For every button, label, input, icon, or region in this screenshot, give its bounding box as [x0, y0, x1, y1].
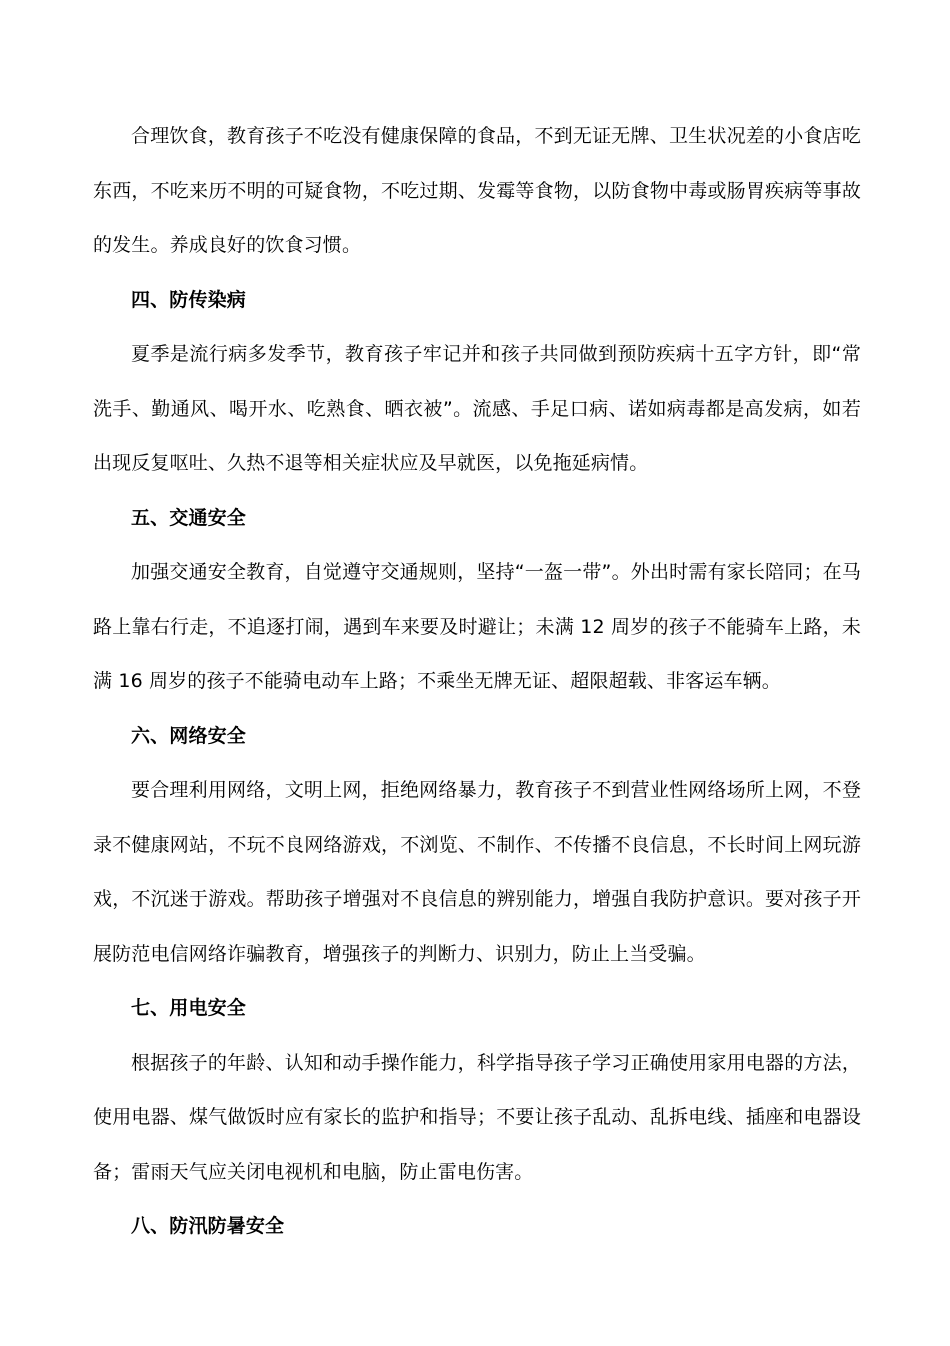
- heading-flood-heat-safety: 八、防汛防暑安全: [131, 1215, 285, 1237]
- heading-network-safety: 六、网络安全: [131, 724, 246, 747]
- paragraph-network-safety: 要合理利用网络，文明上网，拒绝网络暴力，教育孩子不到营业性网络场所上网，不登录不健康网站，不玩不良网络游戏，不浏览、不制作、不传播不良信息，不长时间上网玩游戏，不沉迷于游戏。帮助孩子增强对不良信息的辨别能力，增强自我防护意识。要对孩子开展防范电信网络诈骗教育，增强孩子的判断力、识别力，防止上当受骗。: [93, 779, 861, 965]
- paragraph-electrical-safety: 根据孩子的年龄、认知和动手操作能力，科学指导孩子学习正确使用家用电器的方法，使用电器、煤气做饭时应有家长的监护和指导；不要让孩子乱动、乱拆电线、插座和电器设备；雷雨天气应关闭电视机和电脑，防止雷电伤害。: [93, 1051, 861, 1183]
- heading-electrical-safety: 七、用电安全: [131, 997, 246, 1019]
- paragraph-diet: 合理饮食，教育孩子不吃没有健康保障的食品，不到无证无牌、卫生状况差的小食店吃东西，不吃来历不明的可疑食物，不吃过期、发霉等食物，以防食物中毒或肠胃疾病等事故的发生。养成良好的饮食习惯。: [93, 125, 861, 256]
- document-page: [93, 109, 861, 1254]
- paragraph-traffic-safety: 加强交通安全教育，自觉遵守交通规则，坚持“一盔一带”。外出时需有家长陪同；在马路上靠右行走，不追逐打闹，遇到车来要及时避让；未满 12 周岁的孩子不能骑车上路，未满 16 周岁的孩子不能骑电动车上路；不乘坐无牌无证、超限超载、非客运车辆。: [93, 561, 861, 692]
- paragraph-infectious-disease: 夏季是流行病多发季节，教育孩子牢记并和孩子共同做到预防疾病十五字方针，即“常洗手、勤通风、喝开水、吃熟食、晒衣被”。流感、手足口病、诺如病毒都是高发病，如若出现反复呕吐、久热不退等相关症状应及早就医，以免拖延病情。: [93, 343, 861, 474]
- heading-infectious-disease: 四、防传染病: [131, 288, 246, 311]
- heading-traffic-safety: 五、交通安全: [131, 506, 246, 529]
